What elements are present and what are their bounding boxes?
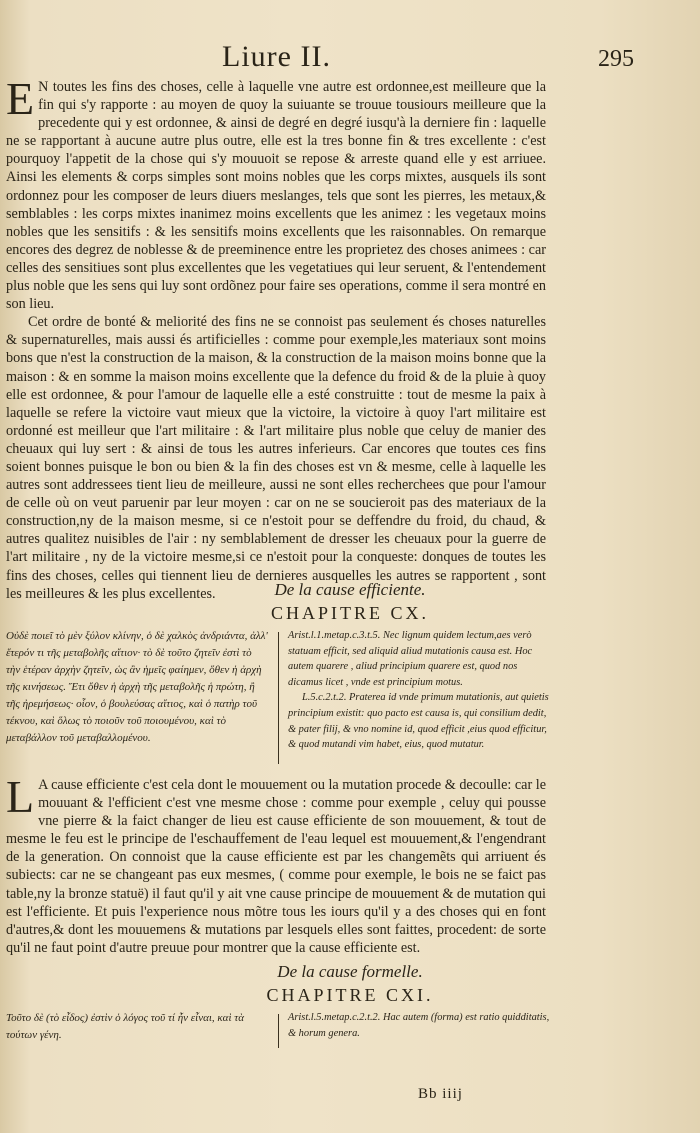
section-title-efficient-cause: De la cause efficiente. [274, 580, 426, 599]
signature-mark: Bb iiij [418, 1086, 463, 1102]
efficient-cause-paragraph-text: A cause efficiente c'est cela dont le mouuement ou la mutation procede & decoulle: car le mouuant & l'efficient c'est vne mesme chose : comme pour exemple , celuy qui pousse vne pierre & la faict changer de lieu est cause efficiente de son mouuement, & tout de mesme le feu est le principe de l'eschauffement de l'eau lequel est mouuement,& l'engendrant de la generation. On connoist que la cause efficiente est par les changemẽts qui arriuent és subiects: car ne se changeant pas eux mesmes, ( comme pour exemple, le bois ne se faict pas table,ny la bronze statuë) il faut qu'il y ait vne cause principe de mouuement & de mutation qui est l'efficiente. Et puis l'experience nous mõtre tous les iours qu'il y a des choses qui en font d'autres,& dont les mouuemens & mutations par lesquels elles sont faittes, procedent: de sorte qu'il ne faut point d'autre preuue pour montrer que la cause efficiente est. [6, 777, 546, 956]
running-title: Liure II. [222, 40, 331, 73]
chapter-title-cx: CHAPITRE CX. [270, 603, 429, 623]
efficient-cause-paragraph [6, 771, 546, 957]
latin-citation-1: Arist.l.1.metap.c.3.t.5. Nec lignum quidem lectum,aes verò statuam efficit, sed aliquid aliud mutationis causa est. Hoc autem quarere , aliud principium quarere est, quod nos dicamus licet , vnde est principium motus. [288, 630, 533, 688]
greek-quotation: Οὐδὲ ποιεῖ τὸ μὲν ξύλον κλίνην, ὁ δὲ χαλκὸς ἀνδριάντα, ἀλλ' ἕτερόν τι τῆς μεταβολῆς αἴτιον· τὸ δὲ τοῦτο ζητεῖν ἐστὶ τὸ τὴν ἑτέραν ἀρχὴν ζητεῖν, ὡς ἂν ἡμεῖς φαίημεν, ὅθεν ἡ ἀρχὴ τῆς κινήσεως. Ἔτι ὅθεν ἡ ἀρχὴ τῆς μεταβολῆς ἡ πρώτη, ἢ τῆς ἠρεμήσεως· οἷον, ὁ βουλεύσας αἴτιος, καὶ ὁ πατὴρ τοῦ τέκνου, καὶ ὅλως τὸ ποιοῦν τοῦ ποιουμένου, καὶ τὸ μεταβάλλον τοῦ μεταβαλλομένου. [6, 630, 268, 744]
efficient-cause-text [6, 771, 546, 957]
chapter-cxi-quotations [6, 1010, 550, 1050]
page-header [0, 38, 700, 78]
dropcap-e: E [6, 73, 35, 124]
latin-citation [288, 628, 550, 753]
section-title-formal-cause: De la cause formelle. [277, 962, 423, 981]
latin-citation-2: L.5.c.2.t.2. Praterea id vnde primum mutationis, aut quietis principium existit: quo pacto est causa is, qui consilium dedit, & pater filij, & vno nomine id, quod efficit ,eius quod efficitur, & quod mutandi vim habet, eius, quod mutatur. [288, 692, 549, 751]
page-number: 295 [598, 46, 634, 72]
column-divider [278, 632, 279, 764]
intro-paragraph-1 [6, 73, 546, 313]
intro-paragraph-1-text: N toutes les fins des choses, celle à laquelle vne autre est ordonnee,est meilleure que la fin qui s'y rapporte : au moyen de quoy la suiuante se trouue tousiours meilleure que la precedente qui y est ordonnee, & ainsi de degré en degré iusqu'à la derniere fin : laquelle ne se rapportant à aucune autre plus outre, elle est la tres bonne fin & tres excellente : c'est pourquoy l'appetit de la chose qui s'y mouuoit se repose & arreste quand elle y est arriuee. Ainsi les elements & corps simples sont moins nobles que les corps mixtes, ausquels ils sont ordonnez pour les composer de leurs diuers meslanges, tels que sont les pierres, les metaux,& semblables : les corps mixtes inanimez moins excellents que les animez : les vegetaux moins nobles que les sensitifs : & les sensitifs moins excellents que les raisonnables. On remarque encores des degrez de noblesse & de preeminence entre les proprietez des choses animees : car celles des sensitiues sont plus excellentes que les vegetatiues qui leur seruent, & l'entendement plus noble que les sens qui luy sont ordõnez pour faire ses operations, comme il sera montré en son lieu. [6, 79, 546, 313]
column-divider-formal [278, 1014, 279, 1048]
intro-text [6, 73, 546, 603]
chapter-title-cxi: CHAPITRE CXI. [266, 985, 434, 1005]
dropcap-l: L [6, 771, 35, 822]
chapter-cx-quotations [6, 628, 549, 768]
greek-quotation-formal: Τοῦτο δὲ (τὸ εἶδος) ἐστὶν ὁ λόγος τοῦ τί ἦν εἶναι, καὶ τὰ τούτων γένη. [6, 1012, 244, 1041]
latin-citation-formal: Arist.l.5.metap.c.2.t.2. Hac autem (forma) est ratio quidditatis, & horum genera. [288, 1012, 550, 1039]
intro-paragraph-2: Cet ordre de bonté & meliorité des fins ne se connoist pas seulement és choses naturelles & supernaturelles, mais aussi és artificielles : comme pour exemple,les materiaux sont moins bons que n'est la construction de la maison, & la construction de la maison moins bonne que la maison : & en somme la maison moins excellente que la defence du froid & de la pluie à quoy elle est ordonnee, & pour l'amour de laquelle elle a esté construitte : tout de mesme la paix à laquelle se refere la victoire vaut mieux que la victoire, la victoire à quoy l'art militaire est ordonné est meilleur que l'art militaire : & l'art militaire plus noble que celuy de manier des cheuaux qui luy sert : & ainsi de tous les autres inferieurs. Car encores que toutes ces fins soient bonnes puisque le bon ou bien & la fin des choses est vn & mesme, celle à laquelle les autres sont addressees tient lieu de meilleure, aussi ne sont elles recherchees que pour l'amour de celle où on veut paruenir par leur moyen : car on ne se soucieroit pas des materiaux de la construction,ny de la maison mesme, si ce n'estoit pour se deffendre du froid, du chaud, & autres qualitez nuisibles de l'air : ny semblablement de dresser les cheuaux pour la guerre de l'art militaire , ny de la victoire mesme,si ce n'estoit pour la conqueste: donques de toutes les fins des choses, celles qui tiennent lieu de dernieres ausquelles les autres se rapportent , sont les meilleures & les plus excellentes. [6, 314, 546, 602]
